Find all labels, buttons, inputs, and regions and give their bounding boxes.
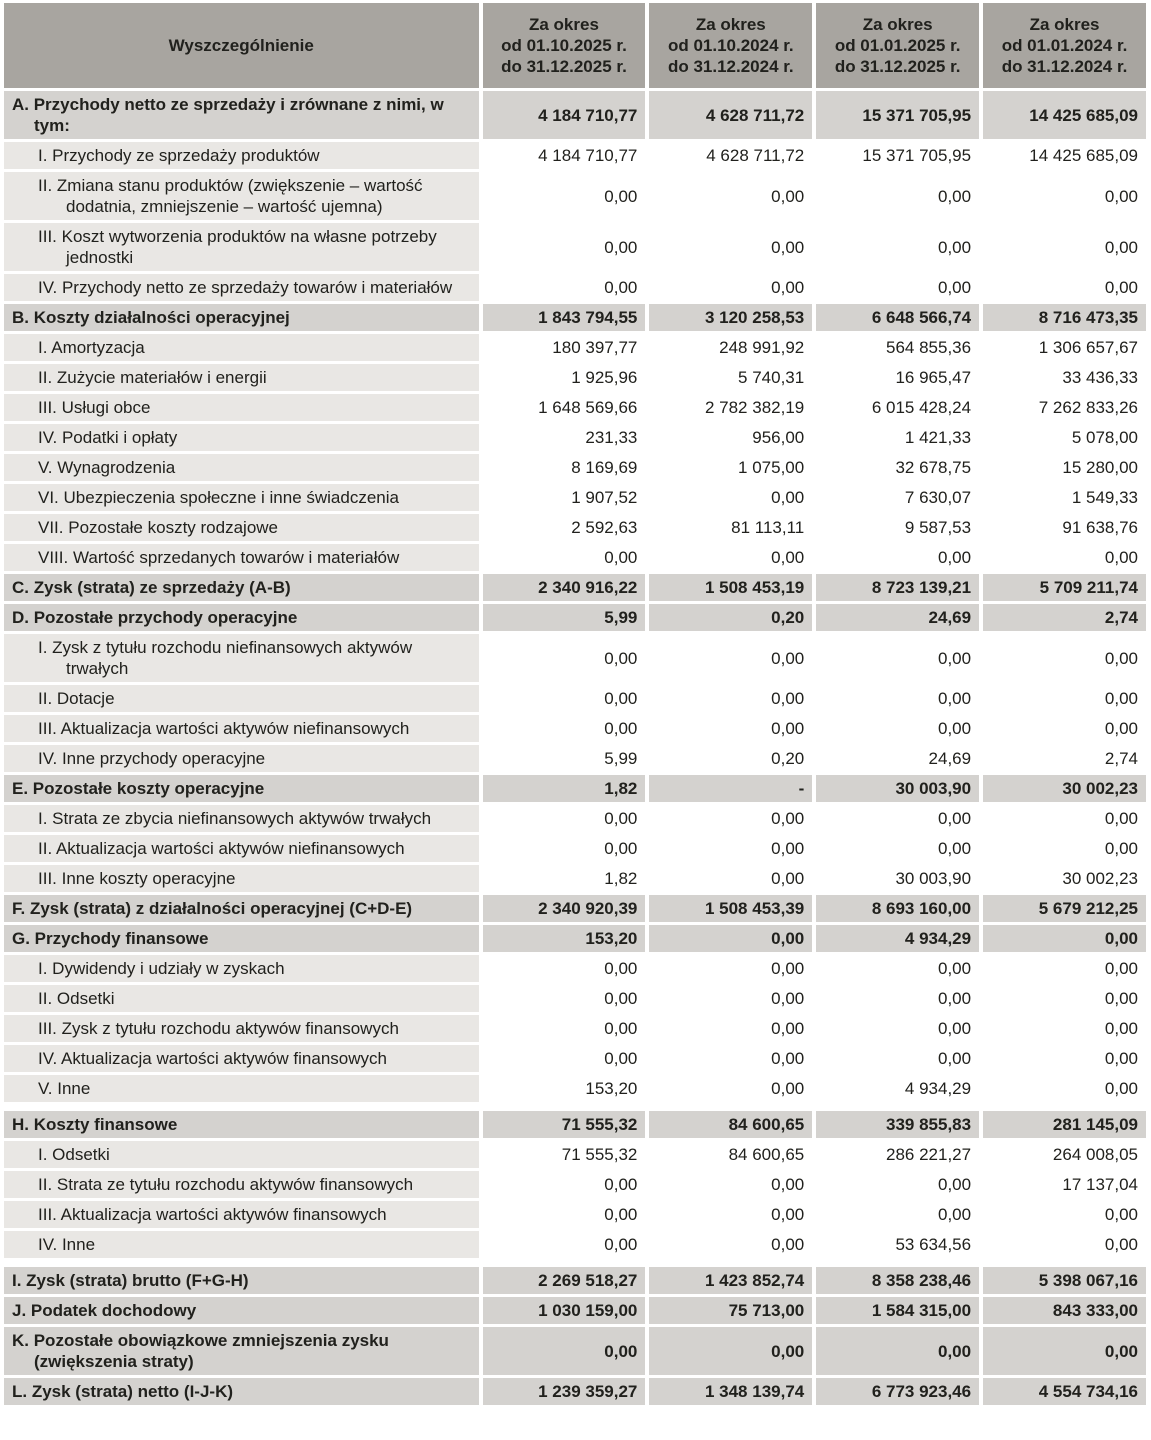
value-cell: 0,00 [816, 1171, 979, 1198]
value-cell: 6 648 566,74 [816, 304, 979, 331]
table-row [4, 484, 1146, 511]
table-row [4, 604, 1146, 631]
table-row [4, 955, 1146, 982]
value-cell: 248 991,92 [649, 334, 812, 361]
value-cell: 2 269 518,27 [483, 1261, 646, 1294]
table-row [4, 805, 1146, 832]
value-cell: 231,33 [483, 424, 646, 451]
value-cell: 0,00 [649, 1201, 812, 1228]
value-cell: 0,00 [649, 715, 812, 742]
table-row [4, 91, 1146, 139]
row-label: I. Strata ze zbycia niefinansowych aktywów trwałych [4, 805, 479, 832]
value-cell: 5 740,31 [649, 364, 812, 391]
table-row [4, 1378, 1146, 1405]
table-row [4, 1297, 1146, 1324]
row-label: I. Przychody ze sprzedaży produktów [4, 142, 479, 169]
value-cell: 0,00 [649, 1045, 812, 1072]
value-cell: 286 221,27 [816, 1141, 979, 1168]
row-label: F. Zysk (strata) z działalności operacyjnej (C+D-E) [4, 895, 479, 922]
value-cell: 0,00 [816, 1201, 979, 1228]
value-cell: 1 075,00 [649, 454, 812, 481]
table-row [4, 514, 1146, 541]
value-cell: 0,00 [983, 805, 1146, 832]
header-period-line: Za okres [1029, 15, 1100, 34]
table-row [4, 745, 1146, 772]
value-cell: 1 843 794,55 [483, 304, 646, 331]
value-cell: 8 693 160,00 [816, 895, 979, 922]
value-cell: 0,00 [816, 172, 979, 220]
value-cell: 1 648 569,66 [483, 394, 646, 421]
row-label: III. Aktualizacja wartości aktywów finansowych [4, 1201, 479, 1228]
value-cell: 1 549,33 [983, 484, 1146, 511]
value-cell: 0,00 [483, 1231, 646, 1258]
value-cell: 4 628 711,72 [649, 142, 812, 169]
row-label: III. Usługi obce [4, 394, 479, 421]
row-label: E. Pozostałe koszty operacyjne [4, 775, 479, 802]
value-cell: 53 634,56 [816, 1231, 979, 1258]
value-cell: 5 398 067,16 [983, 1261, 1146, 1294]
table-row [4, 895, 1146, 922]
value-cell: 75 713,00 [649, 1297, 812, 1324]
table-row [4, 304, 1146, 331]
row-label: II. Aktualizacja wartości aktywów niefinansowych [4, 835, 479, 862]
table-row [4, 574, 1146, 601]
table-row [4, 775, 1146, 802]
value-cell: 4 184 710,77 [483, 142, 646, 169]
value-cell: 30 003,90 [816, 865, 979, 892]
value-cell: 0,00 [816, 805, 979, 832]
value-cell: 0,00 [483, 1171, 646, 1198]
value-cell: 0,00 [649, 685, 812, 712]
value-cell: 7 262 833,26 [983, 394, 1146, 421]
row-label: I. Odsetki [4, 1141, 479, 1168]
value-cell: 843 333,00 [983, 1297, 1146, 1324]
value-cell: 30 002,23 [983, 775, 1146, 802]
table-row [4, 985, 1146, 1012]
value-cell: 0,00 [649, 1327, 812, 1375]
header-period-line: do 31.12.2024 r. [1001, 57, 1128, 76]
value-cell: 2 340 916,22 [483, 574, 646, 601]
header-period-line: od 01.10.2024 r. [667, 36, 794, 55]
value-cell: 9 587,53 [816, 514, 979, 541]
value-cell: 0,00 [649, 955, 812, 982]
value-cell: 1,82 [483, 775, 646, 802]
table-row [4, 454, 1146, 481]
value-cell: 264 008,05 [983, 1141, 1146, 1168]
table-row [4, 715, 1146, 742]
row-label: IV. Inne przychody operacyjne [4, 745, 479, 772]
table-row [4, 424, 1146, 451]
header-period-line: Za okres [862, 15, 933, 34]
value-cell: 153,20 [483, 1075, 646, 1102]
value-cell: 0,00 [649, 805, 812, 832]
value-cell: 0,00 [816, 985, 979, 1012]
value-cell: 0,00 [816, 544, 979, 571]
row-label: C. Zysk (strata) ze sprzedaży (A-B) [4, 574, 479, 601]
value-cell: 1 348 139,74 [649, 1378, 812, 1405]
value-cell: 0,00 [649, 172, 812, 220]
value-cell: 24,69 [816, 604, 979, 631]
value-cell: 0,00 [649, 1075, 812, 1102]
value-cell: 0,00 [816, 835, 979, 862]
value-cell: 0,00 [816, 1045, 979, 1072]
value-cell: 0,00 [483, 634, 646, 682]
value-cell: 6 773 923,46 [816, 1378, 979, 1405]
value-cell: 8 169,69 [483, 454, 646, 481]
row-label: III. Aktualizacja wartości aktywów niefinansowych [4, 715, 479, 742]
header-period-line: od 01.10.2025 r. [501, 36, 627, 55]
value-cell: 0,00 [983, 985, 1146, 1012]
value-cell: 281 145,09 [983, 1105, 1146, 1138]
row-label: III. Zysk z tytułu rozchodu aktywów finansowych [4, 1015, 479, 1042]
row-label: V. Inne [4, 1075, 479, 1102]
row-label: II. Zużycie materiałów i energii [4, 364, 479, 391]
row-label: VI. Ubezpieczenia społeczne i inne świadczenia [4, 484, 479, 511]
value-cell: 180 397,77 [483, 334, 646, 361]
value-cell: 5,99 [483, 745, 646, 772]
value-cell: 564 855,36 [816, 334, 979, 361]
value-cell: 8 723 139,21 [816, 574, 979, 601]
value-cell: 0,00 [483, 1015, 646, 1042]
header-period-1 [483, 3, 646, 88]
value-cell: 0,00 [483, 544, 646, 571]
value-cell: 0,00 [649, 1171, 812, 1198]
table-row [4, 223, 1146, 271]
value-cell: 0,00 [983, 955, 1146, 982]
row-label: IV. Aktualizacja wartości aktywów finansowych [4, 1045, 479, 1072]
table-row [4, 685, 1146, 712]
value-cell: 24,69 [816, 745, 979, 772]
header-period-line: Za okres [695, 15, 766, 34]
row-label: III. Inne koszty operacyjne [4, 865, 479, 892]
row-label: A. Przychody netto ze sprzedaży i zrównane z nimi, w tym: [4, 91, 479, 139]
row-label: I. Zysk (strata) brutto (F+G-H) [4, 1261, 479, 1294]
value-cell: 14 425 685,09 [983, 91, 1146, 139]
header-period-4 [983, 3, 1146, 88]
row-label: L. Zysk (strata) netto (I-J-K) [4, 1378, 479, 1405]
value-cell: 2 782 382,19 [649, 394, 812, 421]
row-label: II. Odsetki [4, 985, 479, 1012]
value-cell: 0,00 [483, 835, 646, 862]
value-cell: 0,00 [816, 715, 979, 742]
value-cell: 1 423 852,74 [649, 1261, 812, 1294]
table-row [4, 1015, 1146, 1042]
value-cell: 7 630,07 [816, 484, 979, 511]
row-label: V. Wynagrodzenia [4, 454, 479, 481]
value-cell: 0,00 [983, 1015, 1146, 1042]
value-cell: 81 113,11 [649, 514, 812, 541]
table-row [4, 544, 1146, 571]
value-cell: 0,00 [816, 1015, 979, 1042]
value-cell: 3 120 258,53 [649, 304, 812, 331]
value-cell: 153,20 [483, 925, 646, 952]
value-cell: 15 371 705,95 [816, 91, 979, 139]
value-cell: 1 925,96 [483, 364, 646, 391]
value-cell: 4 934,29 [816, 925, 979, 952]
value-cell: 0,00 [816, 274, 979, 301]
value-cell: 71 555,32 [483, 1141, 646, 1168]
value-cell: 4 554 734,16 [983, 1378, 1146, 1405]
row-label: G. Przychody finansowe [4, 925, 479, 952]
table-row [4, 334, 1146, 361]
value-cell: 1 306 657,67 [983, 334, 1146, 361]
value-cell: 0,00 [483, 985, 646, 1012]
value-cell: 0,00 [983, 1075, 1146, 1102]
value-cell: 0,00 [483, 1327, 646, 1375]
value-cell: 32 678,75 [816, 454, 979, 481]
table-body [4, 91, 1146, 1405]
value-cell: 0,00 [983, 685, 1146, 712]
row-label: B. Koszty działalności operacyjnej [4, 304, 479, 331]
value-cell: 8 716 473,35 [983, 304, 1146, 331]
value-cell: 5 709 211,74 [983, 574, 1146, 601]
value-cell: 0,00 [649, 985, 812, 1012]
table-row [4, 1045, 1146, 1072]
value-cell: 0,00 [483, 274, 646, 301]
value-cell: 5,99 [483, 604, 646, 631]
table-header-row [4, 3, 1146, 88]
value-cell: 0,00 [983, 172, 1146, 220]
value-cell: 2,74 [983, 604, 1146, 631]
value-cell: 0,00 [483, 1045, 646, 1072]
header-period-line: do 31.12.2025 r. [501, 57, 627, 76]
value-cell: 1,82 [483, 865, 646, 892]
value-cell: 0,00 [483, 715, 646, 742]
header-period-3 [816, 3, 979, 88]
value-cell: 0,00 [983, 925, 1146, 952]
value-cell: 1 030 159,00 [483, 1297, 646, 1324]
value-cell: 71 555,32 [483, 1105, 646, 1138]
value-cell: 0,20 [649, 745, 812, 772]
value-cell: 0,00 [649, 544, 812, 571]
value-cell: 0,00 [483, 805, 646, 832]
table-row [4, 1171, 1146, 1198]
value-cell: 1 508 453,39 [649, 895, 812, 922]
value-cell: 1 907,52 [483, 484, 646, 511]
table-row [4, 865, 1146, 892]
value-cell: 4 628 711,72 [649, 91, 812, 139]
value-cell: 4 184 710,77 [483, 91, 646, 139]
value-cell: 17 137,04 [983, 1171, 1146, 1198]
table-row [4, 394, 1146, 421]
row-label: II. Zmiana stanu produktów (zwiększenie – wartość dodatnia, zmniejszenie – wartość ujemna) [4, 172, 479, 220]
value-cell: 6 015 428,24 [816, 394, 979, 421]
table-row [4, 1075, 1146, 1102]
row-label: I. Dywidendy i udziały w zyskach [4, 955, 479, 982]
value-cell: 0,00 [649, 484, 812, 511]
value-cell: 0,00 [983, 274, 1146, 301]
value-cell: 0,00 [816, 955, 979, 982]
table-row [4, 634, 1146, 682]
row-label: H. Koszty finansowe [4, 1105, 479, 1138]
table-row [4, 274, 1146, 301]
value-cell: 1 421,33 [816, 424, 979, 451]
row-label: IV. Przychody netto ze sprzedaży towarów i materiałów [4, 274, 479, 301]
value-cell: 0,00 [816, 634, 979, 682]
value-cell: 0,00 [983, 1201, 1146, 1228]
value-cell: 0,00 [983, 1231, 1146, 1258]
header-period-line: do 31.12.2025 r. [834, 57, 961, 76]
row-label: IV. Podatki i opłaty [4, 424, 479, 451]
value-cell: 2 340 920,39 [483, 895, 646, 922]
header-period-2 [649, 3, 812, 88]
value-cell: 30 002,23 [983, 865, 1146, 892]
value-cell: 1 508 453,19 [649, 574, 812, 601]
value-cell: 84 600,65 [649, 1141, 812, 1168]
value-cell: 0,00 [816, 1327, 979, 1375]
table-row [4, 1105, 1146, 1138]
value-cell: 4 934,29 [816, 1075, 979, 1102]
value-cell: 0,00 [816, 685, 979, 712]
row-label: J. Podatek dochodowy [4, 1297, 479, 1324]
value-cell: 0,00 [983, 1045, 1146, 1072]
table-row [4, 925, 1146, 952]
value-cell: 33 436,33 [983, 364, 1146, 391]
value-cell: 0,00 [483, 223, 646, 271]
row-label: K. Pozostałe obowiązkowe zmniejszenia zysku (zwiększenia straty) [4, 1327, 479, 1375]
row-label: VII. Pozostałe koszty rodzajowe [4, 514, 479, 541]
value-cell: 5 679 212,25 [983, 895, 1146, 922]
value-cell: 8 358 238,46 [816, 1261, 979, 1294]
value-cell: 0,00 [649, 835, 812, 862]
value-cell: 5 078,00 [983, 424, 1146, 451]
table-row [4, 142, 1146, 169]
value-cell: 14 425 685,09 [983, 142, 1146, 169]
row-label: D. Pozostałe przychody operacyjne [4, 604, 479, 631]
value-cell: 0,00 [983, 544, 1146, 571]
row-label: II. Strata ze tytułu rozchodu aktywów finansowych [4, 1171, 479, 1198]
value-cell: 0,00 [483, 685, 646, 712]
value-cell: 0,00 [649, 1231, 812, 1258]
value-cell: 2,74 [983, 745, 1146, 772]
value-cell: 15 280,00 [983, 454, 1146, 481]
row-label: III. Koszt wytworzenia produktów na własne potrzeby jednostki [4, 223, 479, 271]
value-cell: 339 855,83 [816, 1105, 979, 1138]
table-row [4, 835, 1146, 862]
value-cell: 0,00 [983, 223, 1146, 271]
header-period-line: od 01.01.2025 r. [834, 36, 961, 55]
value-cell: 0,00 [649, 1015, 812, 1042]
row-label: I. Amortyzacja [4, 334, 479, 361]
value-cell: 0,00 [649, 634, 812, 682]
value-cell: 0,00 [483, 172, 646, 220]
table-row [4, 1261, 1146, 1294]
value-cell: 2 592,63 [483, 514, 646, 541]
value-cell: 0,00 [649, 274, 812, 301]
value-cell: 0,00 [649, 865, 812, 892]
value-cell: 0,00 [816, 223, 979, 271]
value-cell: 30 003,90 [816, 775, 979, 802]
value-cell: 0,00 [983, 715, 1146, 742]
row-label: IV. Inne [4, 1231, 479, 1258]
value-cell: 0,20 [649, 604, 812, 631]
value-cell: 0,00 [983, 634, 1146, 682]
table-row [4, 1141, 1146, 1168]
table-row [4, 1231, 1146, 1258]
row-label: I. Zysk z tytułu rozchodu niefinansowych aktywów trwałych [4, 634, 479, 682]
table-row [4, 1327, 1146, 1375]
table-row [4, 364, 1146, 391]
value-cell: 1 239 359,27 [483, 1378, 646, 1405]
header-specification: Wyszczególnienie [4, 3, 479, 88]
value-cell: 84 600,65 [649, 1105, 812, 1138]
value-cell: 0,00 [983, 1327, 1146, 1375]
header-period-line: Za okres [528, 15, 599, 34]
header-period-line: od 01.01.2024 r. [1001, 36, 1128, 55]
value-cell: 1 584 315,00 [816, 1297, 979, 1324]
value-cell: 0,00 [649, 925, 812, 952]
value-cell: 0,00 [483, 955, 646, 982]
value-cell: 0,00 [483, 1201, 646, 1228]
row-label: II. Dotacje [4, 685, 479, 712]
value-cell: 16 965,47 [816, 364, 979, 391]
value-cell: 956,00 [649, 424, 812, 451]
row-label: VIII. Wartość sprzedanych towarów i materiałów [4, 544, 479, 571]
value-cell: 91 638,76 [983, 514, 1146, 541]
value-cell: 0,00 [983, 835, 1146, 862]
header-period-line: do 31.12.2024 r. [667, 57, 794, 76]
value-cell: 15 371 705,95 [816, 142, 979, 169]
table-row [4, 172, 1146, 220]
table-row [4, 1201, 1146, 1228]
value-cell: - [649, 775, 812, 802]
value-cell: 0,00 [649, 223, 812, 271]
